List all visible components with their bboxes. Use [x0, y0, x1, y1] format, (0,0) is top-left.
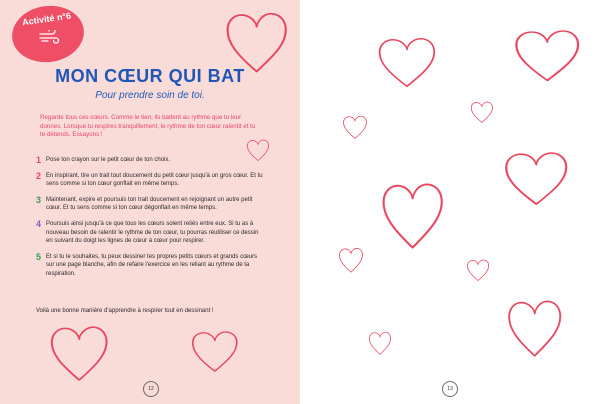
heart-icon — [48, 322, 110, 384]
heart-icon — [502, 148, 570, 208]
heart-icon — [376, 34, 438, 90]
step-number: 5 — [36, 251, 42, 262]
page-number-right: 13 — [442, 381, 458, 397]
steps-list — [36, 156, 266, 286]
page-subtitle: Pour prendre soin de toi. — [95, 90, 205, 101]
step-item — [36, 220, 266, 246]
step-text: Pose ton crayon sur le petit cœur de ton choix. — [46, 157, 171, 163]
step-item — [36, 253, 266, 279]
heart-icon — [512, 26, 582, 84]
step-text: Et si tu le souhaites, tu peux dessiner tes propres petits cœurs et grands cœurs sur une page blanche, afin de refaire l'exercice en les reliant au rythme de ta respiration. — [46, 253, 258, 277]
step-number: 4 — [36, 218, 42, 229]
heart-icon — [380, 178, 446, 252]
step-item — [36, 172, 266, 189]
heart-icon — [190, 328, 240, 374]
heart-icon — [338, 246, 364, 274]
step-text: En inspirant, tire un trait tout doucement du petit cœur jusqu'à un gros cœur. Et tu sens comme si ton cœur gonflait en même temps. — [46, 172, 263, 188]
heart-icon — [466, 258, 490, 282]
step-number: 3 — [36, 194, 42, 205]
step-number: 2 — [36, 170, 42, 181]
heart-icon — [342, 114, 368, 140]
intro-paragraph: Regarde tous ces cœurs. Comme le tien, ils battent au rythme que tu leur donnes. Lorsque tu respires tranquillement, le rythme de ton cœur ralentit et tu te détends. Essayons ! — [40, 114, 256, 139]
closing-text: Voilà une bonne manière d'apprendre à respirer tout en dessinant ! — [36, 308, 214, 314]
step-text: Maintenant, expire et poursuis ton trait doucement en rejoignant un autre petit cœur. Et tu sens comme si ton cœur dégonflait en même temps. — [46, 196, 253, 212]
page-number-left: 12 — [143, 381, 159, 397]
heart-icon — [470, 100, 494, 124]
step-item — [36, 156, 266, 165]
step-text: Poursuis ainsi jusqu'à ce que tous les cœurs soient reliés entre eux. Si tu as à nouveau besoin de ralentir le rythme de ton cœur, tu pourras réutiliser ce dessin en suivant du doigt les lignes de cœur à cœur pour respirer. — [46, 220, 259, 245]
activity-badge-label: Activité n°6 — [21, 10, 72, 28]
page-title: MON CŒUR QUI BAT — [55, 66, 245, 86]
heart-icon — [506, 296, 564, 360]
heart-icon — [224, 8, 290, 76]
heart-icon — [368, 330, 392, 356]
right-page — [300, 0, 600, 404]
heart-icon — [246, 138, 270, 162]
wind-icon — [38, 30, 60, 44]
step-item — [36, 196, 266, 213]
step-number: 1 — [36, 155, 42, 165]
